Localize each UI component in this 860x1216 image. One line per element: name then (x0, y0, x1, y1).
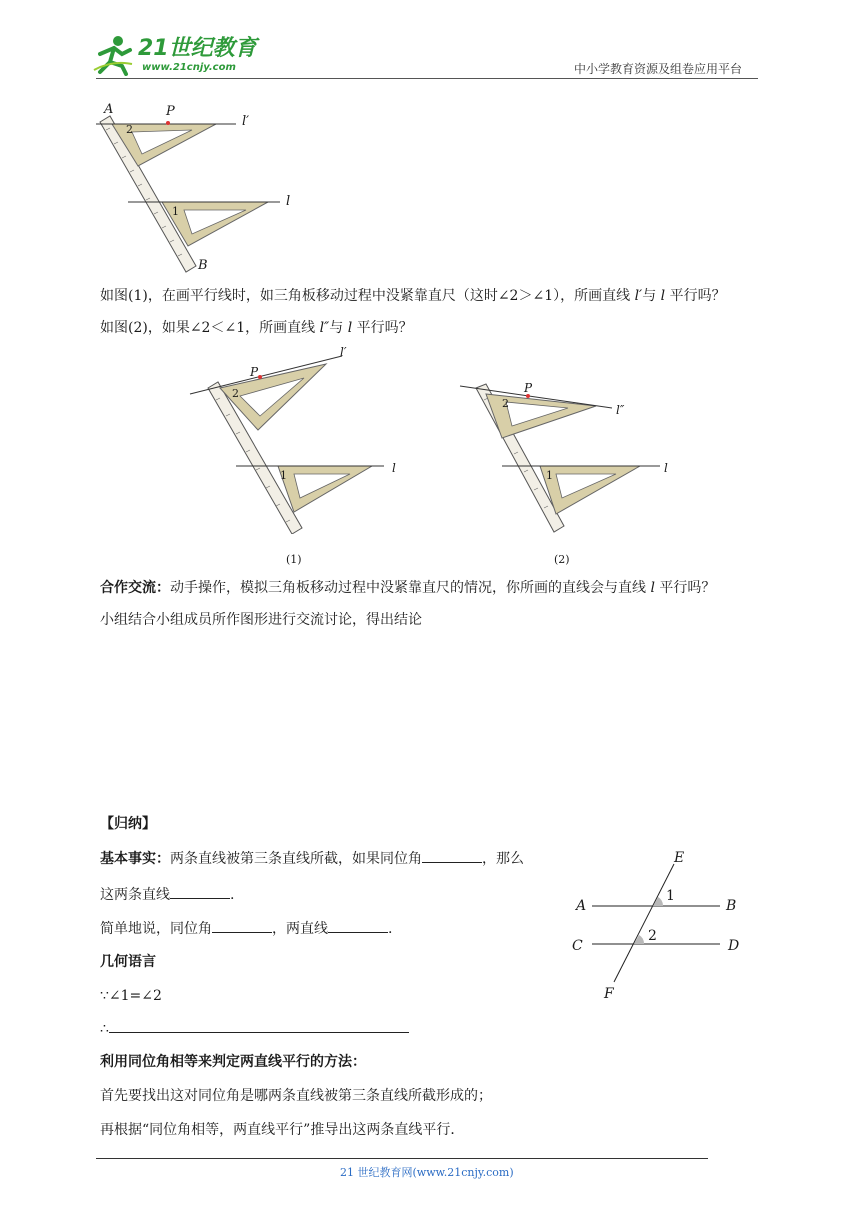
fig2-right-label-P: P (524, 381, 533, 395)
fig2-right-label-l: l (664, 461, 668, 475)
header-logo (92, 34, 262, 78)
logo-title: 21世纪教育 (138, 36, 257, 61)
fig3-label-A: A (576, 898, 587, 914)
simple-statement: 简单地说，同位角 ，两直线 . (100, 918, 392, 939)
question-1: 如图(1)，在画平行线时，如三角板移动过程中没紧靠直尺（这时∠2＞∠1），所画直线 l′与 l 平行吗？ (100, 288, 726, 304)
summary-heading: 【归纳】 (100, 816, 156, 832)
fig2-left-label-angle1: 1 (280, 469, 287, 482)
logo-url: www.21cnjy.com (142, 62, 236, 73)
fig3-label-D: D (728, 938, 740, 954)
cooperation-line-2: 小组结合小组成员所作图形进行交流讨论，得出结论 (100, 612, 422, 628)
therefore-line: ∴ (100, 1018, 409, 1039)
fig1-label-angle1: 1 (172, 205, 179, 218)
line-EF (614, 864, 674, 982)
fig1-label-l-prime: l′ (242, 114, 250, 129)
header-platform-text: 中小学教育资源及组卷应用平台 (574, 62, 743, 76)
fig1-label-A: A (104, 102, 114, 117)
fig3-label-angle2: 2 (648, 928, 657, 944)
fig2-right-label-angle2: 2 (502, 397, 509, 410)
fig3-label-angle1: 1 (666, 888, 675, 904)
fig3-label-C: C (572, 938, 583, 954)
method-step-2: 再根据“同位角相等，两直线平行”推导出这两条直线平行． (100, 1122, 465, 1138)
footer-link[interactable]: 21 世纪教育网(www.21cnjy.com) (340, 1166, 514, 1179)
fig2-left-label-l-prime: l′ (340, 345, 347, 359)
running-man-icon (92, 34, 134, 76)
cooperation-line-1: 合作交流：动手操作，模拟三角板移动过程中没紧靠直尺的情况，你所画的直线会与直线 l 平行吗？ (100, 580, 716, 596)
geometry-language-label: 几何语言 (100, 954, 156, 970)
fig1-label-B: B (198, 258, 208, 273)
fig1-label-P: P (166, 104, 175, 119)
figure-2-right (456, 374, 676, 534)
fig1-label-l: l (286, 194, 291, 209)
fig3-label-B: B (726, 898, 737, 914)
method-step-1: 首先要找出这对同位角是哪两条直线被第三条直线所截形成的； (100, 1088, 492, 1104)
fig2-left-label-l: l (392, 461, 396, 475)
footer-rule (96, 1158, 708, 1159)
basic-fact-line-1: 基本事实：两条直线被第三条直线所截，如果同位角 ，那么 (100, 848, 524, 869)
fig2-left-caption: (1) (286, 553, 302, 566)
fig1-label-angle2: 2 (126, 123, 133, 136)
question-2: 如图(2)，如果∠2＜∠1，所画直线 l″与 l 平行吗？ (100, 320, 413, 336)
figure-2-left (186, 344, 396, 534)
method-title: 利用同位角相等来判定两直线平行的方法： (100, 1054, 366, 1070)
fig3-label-E: E (674, 850, 685, 866)
basic-fact-line-2: 这两条直线 . (100, 884, 234, 905)
fig2-right-label-angle1: 1 (546, 469, 553, 482)
fig2-left-label-P: P (250, 365, 259, 379)
fig3-label-F: F (604, 986, 614, 1002)
because-line: ∵∠1=∠2 (100, 988, 162, 1004)
fig2-right-caption: (2) (554, 553, 570, 566)
fig2-left-label-angle2: 2 (232, 387, 239, 400)
fig2-right-label-l-dprime: l″ (616, 403, 625, 417)
header-rule (96, 78, 758, 79)
figure-3-parallel-lines (570, 846, 750, 1006)
